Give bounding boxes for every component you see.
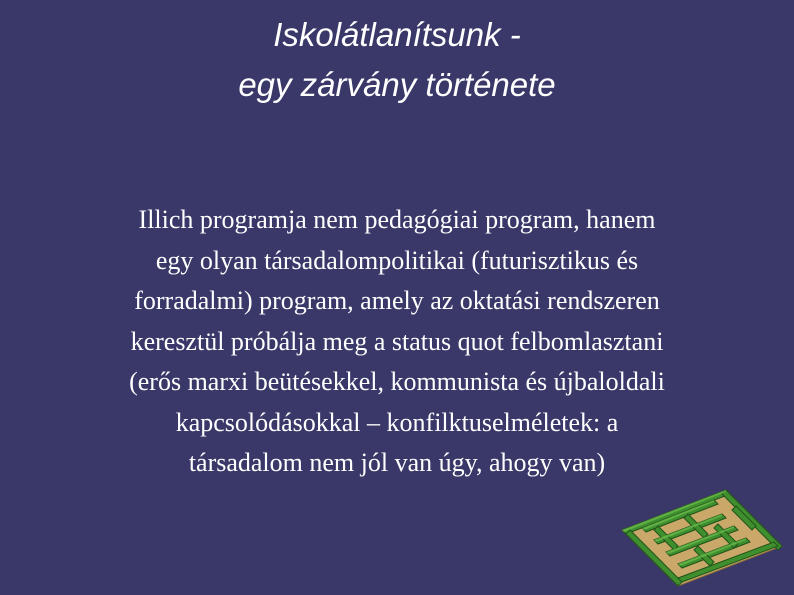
body-line-1: Illich programja nem pedagógiai program, hanem bbox=[138, 205, 656, 234]
slide-body bbox=[60, 200, 734, 484]
body-line-5: (erős marxi beütésekkel, kommunista és újbaloldali bbox=[129, 367, 665, 396]
maze-icon bbox=[618, 486, 786, 590]
body-line-3: forradalmi) program, amely az oktatási rendszeren bbox=[134, 286, 660, 315]
body-line-2: egy olyan társadalompolitikai (futurisztikus és bbox=[155, 245, 639, 275]
body-line-7: társadalom nem jól van úgy, ahogy van) bbox=[188, 448, 606, 477]
body-line-4: keresztül próbálja meg a status quot felbomlasztani bbox=[130, 326, 664, 356]
title-line-2: egy zárvány története bbox=[238, 66, 556, 103]
body-line-6: kapcsolódásokkal – konfilktuselméletek: a bbox=[175, 407, 619, 437]
slide-title bbox=[0, 10, 794, 110]
title-line-1: Iskolátlanítsunk - bbox=[273, 16, 521, 53]
